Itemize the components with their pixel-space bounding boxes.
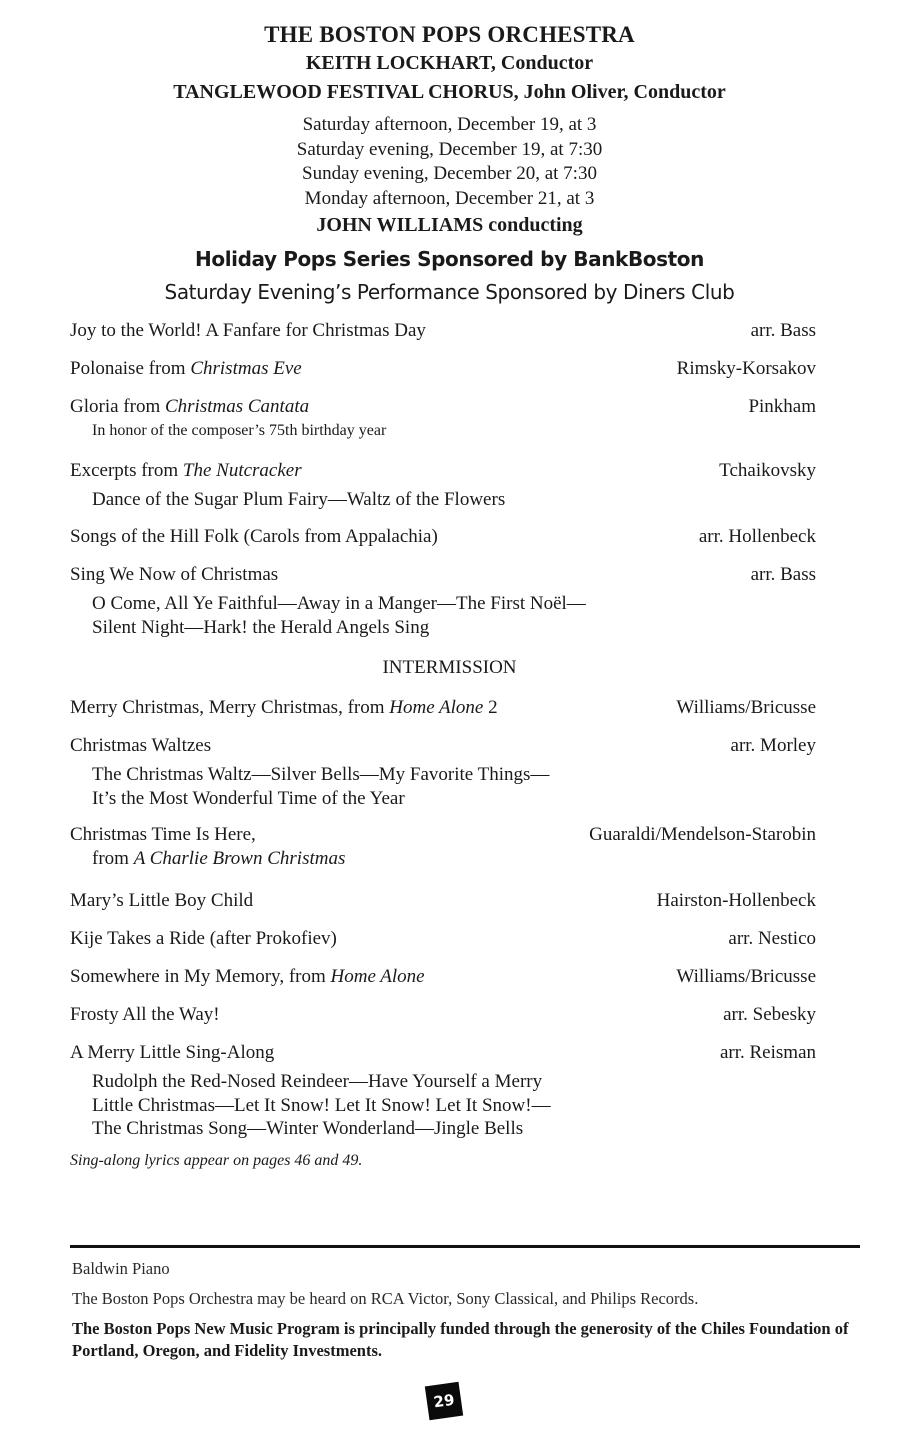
- piece-title: Kije Takes a Ride (after Prokofiev): [70, 928, 337, 949]
- piece-composer: arr. Morley: [730, 735, 816, 756]
- date-line: Monday afternoon, December 21, at 3: [304, 187, 595, 209]
- piece-subtitle-text: from: [92, 848, 134, 869]
- piece-title-italic: Christmas Eve: [190, 358, 302, 379]
- piece-title: Sing We Now of Christmas: [70, 564, 279, 585]
- date-line: Sunday evening, December 20, at 7:30: [302, 163, 597, 184]
- program-item: [70, 966, 816, 990]
- chorus-line: TANGLEWOOD FESTIVAL CHORUS, John Oliver, Conductor: [173, 81, 726, 103]
- piece-title: Frosty All the Way!: [70, 1004, 220, 1025]
- program-item: [70, 358, 816, 382]
- piece-title: [70, 966, 425, 988]
- program-item: [70, 564, 816, 639]
- program-item: [70, 526, 816, 550]
- piece-subtitle: Rudolph the Red-Nosed Reindeer—Have Yourself a Merry: [92, 1071, 543, 1092]
- piece-title: Christmas Waltzes: [70, 735, 212, 756]
- piece-title-text: Polonaise from: [70, 358, 191, 379]
- piece-composer: Williams/Bricusse: [676, 966, 816, 987]
- piece-title-italic: Home Alone: [389, 697, 484, 718]
- piece-composer: Hairston-Hollenbeck: [656, 890, 816, 911]
- piece-title-text: Gloria from: [70, 396, 165, 417]
- piece-title-italic: The Nutcracker: [182, 460, 302, 481]
- piece-title: Mary’s Little Boy Child: [70, 890, 254, 911]
- piece-subtitle: Silent Night—Hark! the Herald Angels Sing: [92, 616, 430, 638]
- piece-subtitle-italic: A Charlie Brown Christmas: [133, 848, 346, 869]
- piece-title-italic: Christmas Cantata: [164, 396, 310, 417]
- program-item: [70, 1004, 816, 1028]
- series-sponsor-line: Holiday Pops Series Sponsored by BankBoston: [195, 247, 704, 271]
- footer-recordings: The Boston Pops Orchestra may be heard on RCA Victor, Sony Classical, and Philips Records.: [72, 1289, 699, 1308]
- program-item: [70, 396, 816, 442]
- piece-subtitle: The Christmas Waltz—Silver Bells—My Favorite Things—: [92, 764, 550, 785]
- footer-piano: Baldwin Piano: [72, 1259, 170, 1278]
- piece-title-text: Excerpts from: [70, 460, 183, 481]
- performance-dates: [0, 113, 899, 211]
- piece-composer: Guaraldi/Mendelson-Starobin: [589, 824, 816, 845]
- piece-title: Christmas Time Is Here,: [70, 824, 256, 845]
- piece-subtitle: It’s the Most Wonderful Time of the Year: [92, 787, 405, 809]
- piece-title-text: Merry Christmas, Merry Christmas, from: [70, 697, 390, 718]
- date-line: Saturday evening, December 19, at 7:30: [296, 138, 603, 160]
- piece-title: Songs of the Hill Folk (Carols from Appalachia): [70, 526, 438, 547]
- orchestra-title: THE BOSTON POPS ORCHESTRA: [264, 22, 635, 47]
- piece-title: [70, 697, 498, 719]
- piece-composer: Rimsky-Korsakov: [676, 358, 816, 379]
- piece-title-text: Somewhere in My Memory, from: [70, 966, 331, 987]
- piece-title: A Merry Little Sing-Along: [70, 1042, 275, 1063]
- piece-composer: Tchaikovsky: [719, 460, 816, 481]
- piece-subtitle: [70, 848, 816, 870]
- program-item: [70, 824, 816, 870]
- program-item: [70, 460, 816, 512]
- piece-subtitle: The Christmas Song—Winter Wonderland—Jingle Bells: [92, 1118, 524, 1139]
- piece-composer: Williams/Bricusse: [676, 697, 816, 718]
- piece-composer: arr. Nestico: [728, 928, 816, 949]
- piece-title: [70, 460, 302, 482]
- conductor-line: KEITH LOCKHART, Conductor: [305, 52, 594, 74]
- piece-title: Joy to the World! A Fanfare for Christmas Day: [70, 320, 426, 341]
- piece-subtitle: Dance of the Sugar Plum Fairy—Waltz of the Flowers: [92, 489, 506, 510]
- program-item: [70, 320, 816, 344]
- footer-funding: The Boston Pops New Music Program is principally funded through the generosity of the Chiles Foundation of Portland, Oregon, and Fidelity Investments.: [72, 1319, 849, 1360]
- program-item: [70, 890, 816, 914]
- piece-title-text: 2: [483, 697, 498, 718]
- piece-title: [70, 358, 302, 380]
- piece-subtitle: Little Christmas—Let It Snow! Let It Snow! Let It Snow!—: [92, 1094, 551, 1116]
- program-item: [70, 697, 816, 721]
- piece-note: In honor of the composer’s 75th birthday year: [92, 422, 387, 439]
- piece-subtitle: O Come, All Ye Faithful—Away in a Manger—The First Noël—: [92, 593, 586, 614]
- program-item: [70, 1042, 816, 1141]
- date-line: Saturday afternoon, December 19, at 3: [302, 114, 597, 135]
- piece-composer: arr. Bass: [750, 564, 816, 585]
- guest-conductor-line: JOHN WILLIAMS conducting: [316, 214, 583, 236]
- piece-title: [70, 396, 309, 418]
- piece-title-italic: Home Alone: [330, 966, 425, 987]
- program-item: [70, 735, 816, 810]
- piece-composer: Pinkham: [748, 396, 816, 417]
- performance-sponsor-line: Saturday Evening’s Performance Sponsored by Diners Club: [164, 280, 735, 304]
- program-item: [70, 928, 816, 952]
- piece-composer: arr. Hollenbeck: [698, 526, 816, 547]
- page-number: 29: [432, 1390, 456, 1412]
- intermission-label: INTERMISSION: [382, 657, 517, 678]
- piece-composer: arr. Bass: [750, 320, 816, 341]
- page-number-badge: [425, 1382, 463, 1420]
- singalong-note: Sing-along lyrics appear on pages 46 and 49.: [70, 1152, 363, 1169]
- piece-composer: arr. Sebesky: [723, 1004, 816, 1025]
- piece-composer: arr. Reisman: [719, 1042, 816, 1063]
- footer-divider: [70, 1245, 860, 1248]
